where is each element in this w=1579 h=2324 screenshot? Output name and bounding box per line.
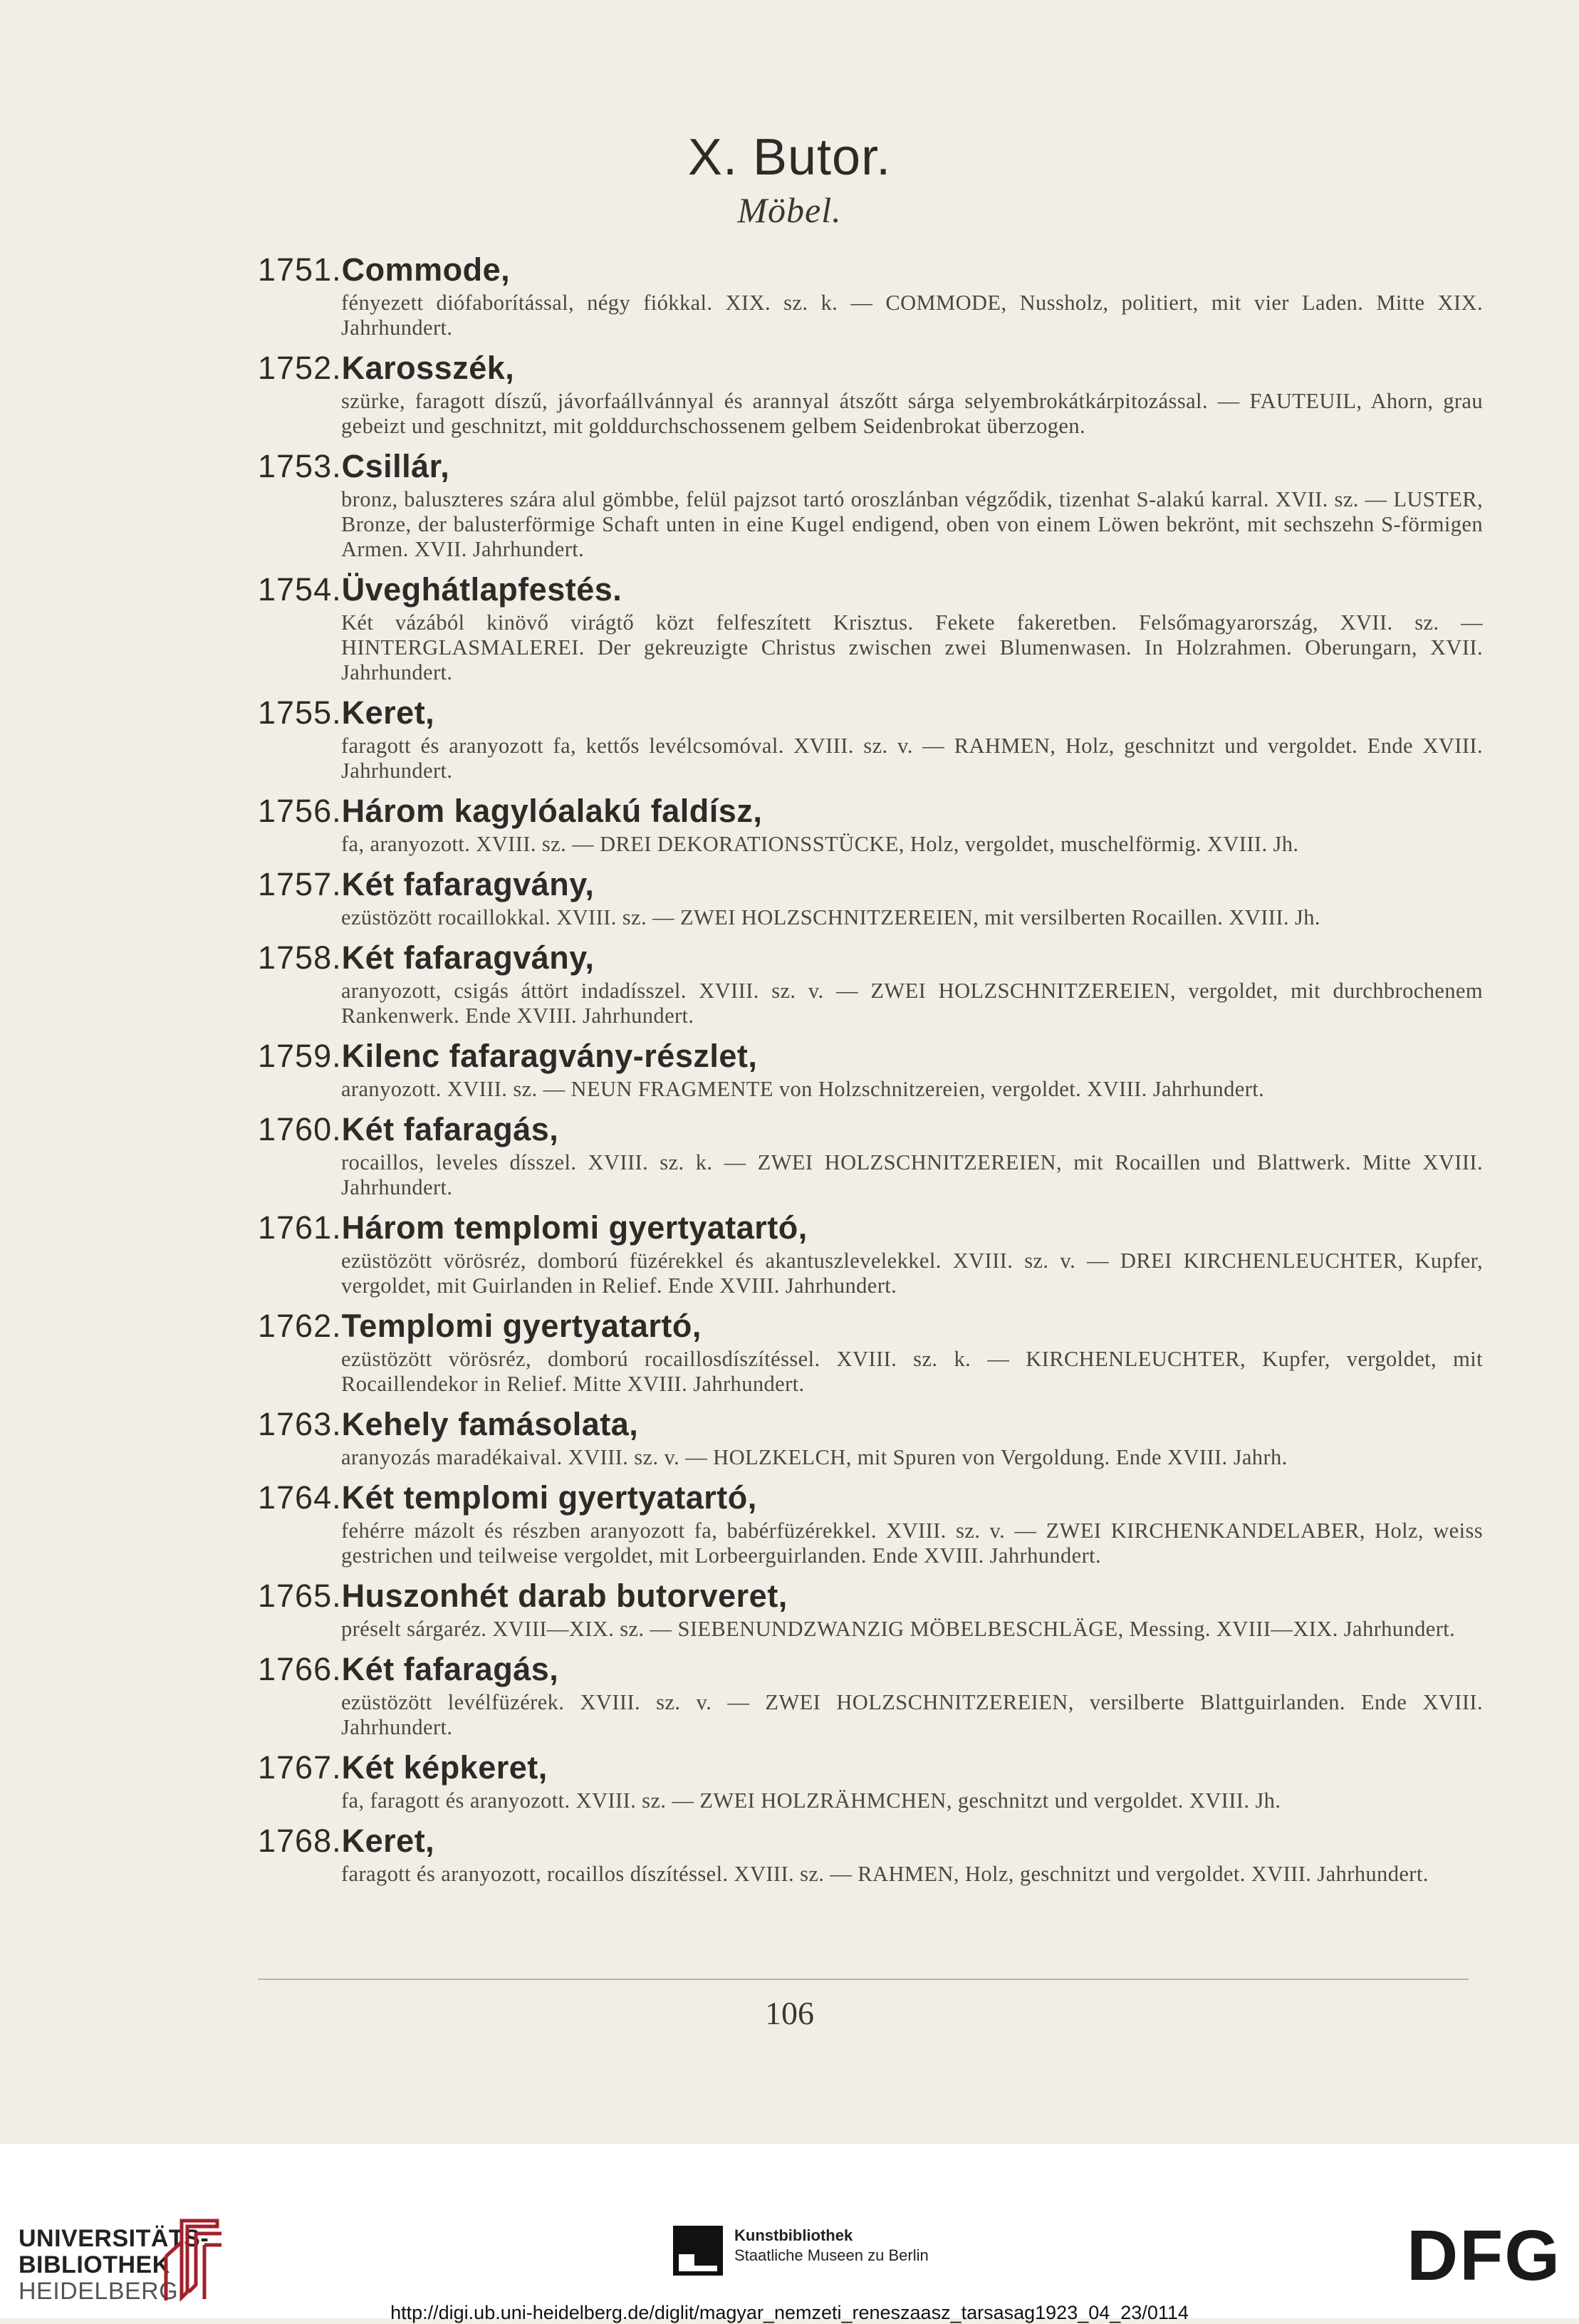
entry-number: 1766. — [258, 1651, 342, 1687]
entry-title: Két templomi gyertyatartó, — [341, 1479, 757, 1516]
entry-description: ezüstözött vörösréz, domború füzérekkel és akantuszlevelekkel. XVIII. sz. v. — DREI KIRCHENLEUCHTER, Kupfer, vergoldet, mit Guirlanden in Relief. Ende XVIII. Jahrhundert. — [341, 1249, 1483, 1298]
entry-title: Két fafaragás, — [341, 1651, 559, 1687]
catalogue-entry — [258, 569, 1483, 685]
entry-number: 1764. — [258, 1479, 342, 1516]
entry-title: Keret, — [341, 694, 435, 731]
entry-description: aranyozás maradékaival. XVIII. sz. v. — HOLZKELCH, mit Spuren von Vergoldung. Ende XVIII. Jahrh. — [341, 1445, 1288, 1469]
catalogue-entry — [258, 1747, 1483, 1813]
catalogue-entry — [258, 249, 1483, 340]
entry-number: 1762. — [258, 1308, 342, 1344]
kb-line-2: Staatliche Museen zu Berlin — [734, 2246, 929, 2264]
entry-heading — [258, 937, 1483, 979]
entry-title: Kilenc fafaragvány-részlet, — [341, 1038, 758, 1074]
entry-heading — [258, 1820, 1483, 1862]
entry-heading — [258, 446, 1483, 487]
kunstbibliothek-icon — [673, 2226, 723, 2276]
catalogue-entry — [258, 1036, 1483, 1102]
ub-line-2: BIBLIOTHEK — [19, 2251, 170, 2278]
entry-description: ezüstözött vörösréz, domború rocaillosdíszítéssel. XVIII. sz. k. — KIRCHENLEUCHTER, Kupfer, vergoldet, mit Rocaillendekor in Relief. Mitte XVIII. Jahrhundert. — [341, 1347, 1483, 1396]
entry-title: Három templomi gyertyatartó, — [341, 1209, 808, 1246]
catalogue-entry — [258, 791, 1483, 857]
entry-title: Keret, — [341, 1823, 435, 1859]
entry-title: Két fafaragvány, — [341, 939, 595, 976]
entry-title: Commode, — [341, 251, 511, 288]
catalogue-entry — [258, 864, 1483, 930]
entry-title: Kehely famásolata, — [341, 1406, 639, 1442]
digitization-footer — [0, 2144, 1579, 2323]
entry-number: 1767. — [258, 1749, 342, 1786]
entry-description: rocaillos, leveles dísszel. XVIII. sz. k. — ZWEI HOLZSCHNITZEREIEN, mit Rocaillen und Blattwerk. Mitte XVIII. Jahrhundert. — [341, 1150, 1483, 1199]
entry-title: Két fafaragás, — [341, 1111, 559, 1147]
entry-heading — [258, 1575, 1483, 1617]
entry-title: Két fafaragvány, — [341, 866, 595, 902]
entry-title: Csillár, — [341, 448, 450, 484]
entry-description: fa, faragott és aranyozott. XVIII. sz. — ZWEI HOLZRÄHMCHEN, geschnitzt und vergoldet. XVIII. Jh. — [341, 1788, 1281, 1813]
entry-title: Karosszék, — [341, 350, 515, 386]
entry-heading — [258, 864, 1483, 905]
entry-description: aranyozott, csigás áttört indadísszel. XVIII. sz. v. — ZWEI HOLZSCHNITZEREIEN, vergoldet, mit durchbrochenem Rankenwerk. Ende XVIII. Jahrhundert. — [341, 979, 1483, 1028]
entry-description: fényezett diófaborítással, négy fiókkal. XIX. sz. k. — COMMODE, Nussholz, politiert, mit vier Laden. Mitte XIX. Jahrhundert. — [341, 291, 1483, 340]
entry-number: 1754. — [258, 571, 342, 608]
ub-line-1: UNIVERSITÄTS- — [19, 2225, 209, 2252]
ub-heidelberg-logo-icon — [160, 2214, 224, 2303]
catalogue-entry — [258, 1306, 1483, 1397]
catalogue-entries — [258, 249, 1483, 1894]
entry-title: Huszonhét darab butorveret, — [341, 1578, 788, 1614]
catalogue-entry — [258, 446, 1483, 562]
kb-line-1: Kunstbibliothek — [734, 2226, 853, 2244]
catalogue-entry — [258, 1207, 1483, 1298]
entry-number: 1759. — [258, 1038, 342, 1074]
entry-description: ezüstözött rocaillokkal. XVIII. sz. — ZWEI HOLZSCHNITZEREIEN, mit versilberten Rocaillen. XVIII. Jh. — [341, 905, 1320, 929]
entry-heading — [258, 1306, 1483, 1347]
entry-heading — [258, 249, 1483, 291]
catalogue-entry — [258, 1109, 1483, 1200]
entry-number: 1757. — [258, 866, 342, 902]
dfg-logo: DFG — [1407, 2216, 1562, 2296]
entry-number: 1751. — [258, 251, 342, 288]
section-title: X. Butor. — [687, 129, 892, 186]
entry-number: 1765. — [258, 1578, 342, 1614]
catalogue-entry — [258, 692, 1483, 783]
entry-description: faragott és aranyozott fa, kettős levélcsomóval. XVIII. sz. v. — RAHMEN, Holz, geschnitzt und vergoldet. Ende XVIII. Jahrhundert. — [341, 734, 1483, 783]
entry-number: 1758. — [258, 939, 342, 976]
catalogue-entry — [258, 1404, 1483, 1470]
entry-heading — [258, 692, 1483, 734]
entry-heading — [258, 569, 1483, 610]
entry-title: Három kagylóalakú faldísz, — [341, 793, 763, 829]
entry-heading — [258, 1036, 1483, 1077]
entry-heading — [258, 1649, 1483, 1690]
entry-title: Két képkeret, — [341, 1749, 548, 1786]
entry-heading — [258, 1477, 1483, 1518]
entry-description: Két vázából kinövő virágtő közt felfeszített Krisztus. Fekete fakeretben. Felsőmagyarország, XVII. sz. — HINTERGLASMALEREI. Der gekreuzigte Christus zwischen zwei Blumenwasen. In Holzrahmen. Oberungarn, XVII. Jahrhundert. — [341, 610, 1483, 684]
entry-number: 1763. — [258, 1406, 342, 1442]
entry-description: bronz, baluszteres szára alul gömbbe, felül pajzsot tartó oroszlánban végződik, tizenhat S-alakú karral. XVII. sz. — LUSTER, Bronze, der balusterförmige Schaft unten in eine Kugel endigend, oben von einem Löwen bekrönt, mit sechszehn S-förmigen Armen. XVII. Jahrhundert. — [341, 487, 1483, 561]
entry-description: fa, aranyozott. XVIII. sz. — DREI DEKORATIONSSTÜCKE, Holz, vergoldet, muschelförmig. XVIII. Jh. — [341, 832, 1299, 856]
source-url[interactable]: http://digi.ub.uni-heidelberg.de/diglit/magyar_nemzeti_reneszaasz_tarsasag1923_04_23/0114 — [390, 2302, 1189, 2323]
entry-description: préselt sárgaréz. XVIII—XIX. sz. — SIEBENUNDZWANZIG MÖBELBESCHLÄGE, Messing. XVIII—XIX. Jahrhundert. — [341, 1617, 1456, 1641]
section-subtitle: Möbel. — [737, 190, 842, 230]
entry-title: Üveghátlapfestés. — [341, 571, 622, 608]
entry-number: 1756. — [258, 793, 342, 829]
kunstbibliothek-label — [734, 2226, 929, 2266]
section-heading — [0, 128, 1579, 231]
catalogue-entry — [258, 1820, 1483, 1887]
catalogue-entry — [258, 348, 1483, 439]
footer-rule — [258, 1979, 1469, 1980]
entry-heading — [258, 1404, 1483, 1445]
entry-number: 1755. — [258, 694, 342, 731]
entry-number: 1768. — [258, 1823, 342, 1859]
catalogue-entry — [258, 1649, 1483, 1740]
entry-number: 1760. — [258, 1111, 342, 1147]
entry-heading — [258, 1109, 1483, 1150]
page-number: 106 — [765, 1995, 814, 2031]
catalogue-entry — [258, 937, 1483, 1028]
catalogue-entry — [258, 1575, 1483, 1642]
entry-number: 1752. — [258, 350, 342, 386]
kunstbibliothek-logo — [673, 2226, 929, 2279]
entry-heading — [258, 1747, 1483, 1788]
entry-description: szürke, faragott díszű, jávorfaállvánnyal és arannyal átszőtt sárga selyembrokátkárpitozással. — FAUTEUIL, Ahorn, grau gebeizt und geschnitzt, mit golddurchschossenem gelbem Seidenbrokat überzogen. — [341, 389, 1483, 438]
ub-line-3: HEIDELBERG — [19, 2278, 179, 2305]
entry-number: 1753. — [258, 448, 342, 484]
entry-description: aranyozott. XVIII. sz. — NEUN FRAGMENTE von Holzschnitzereien, vergoldet. XVIII. Jahrhundert. — [341, 1077, 1265, 1101]
entry-title: Templomi gyertyatartó, — [341, 1308, 702, 1344]
entry-number: 1761. — [258, 1209, 342, 1246]
entry-heading — [258, 1207, 1483, 1249]
entry-description: ezüstözött levélfüzérek. XVIII. sz. v. — ZWEI HOLZSCHNITZEREIEN, versilberte Blattguirlanden. Ende XVIII. Jahrhundert. — [341, 1690, 1483, 1739]
entry-description: fehérre mázolt és részben aranyozott fa, babérfüzérekkel. XVIII. sz. v. — ZWEI KIRCHENKANDELABER, Holz, weiss gestrichen und teilweise vergoldet, mit Lorbeerguirlanden. Ende XVIII. Jahrhundert. — [341, 1518, 1483, 1568]
entry-heading — [258, 348, 1483, 389]
catalogue-entry — [258, 1477, 1483, 1568]
entry-description: faragott és aranyozott, rocaillos díszítéssel. XVIII. sz. — RAHMEN, Holz, geschnitzt und vergoldet. XVIII. Jahrhundert. — [341, 1862, 1429, 1886]
entry-heading — [258, 791, 1483, 832]
